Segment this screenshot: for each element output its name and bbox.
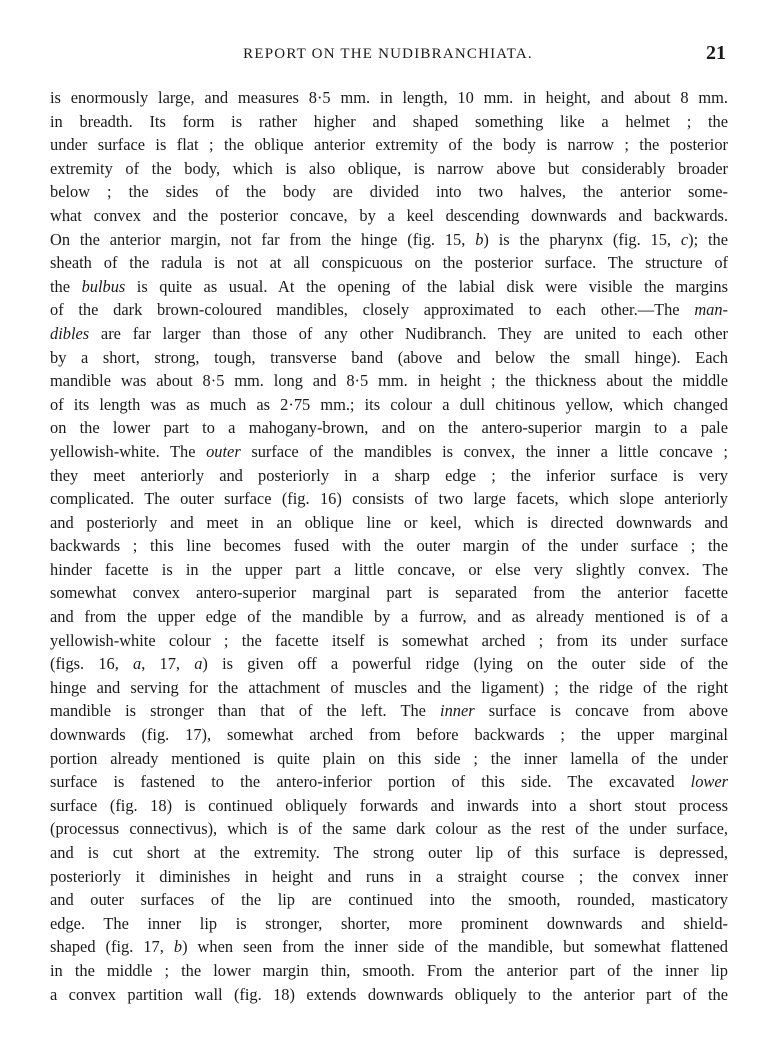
text-run: extremity of the body, which is also oblique, is narrow above but considerably broader (50, 158, 728, 178)
text-line (50, 558, 728, 582)
italic-run: c (680, 229, 689, 249)
text-run: surface is fastened to the antero-inferior portion of this side. The excavated (50, 772, 691, 792)
text-line (50, 699, 728, 723)
italic-run: b (173, 937, 183, 957)
text-run: ) is given off a powerful ridge (lying on the outer side of the (202, 654, 728, 674)
text-line (50, 581, 728, 605)
text-run: is quite as usual. At the opening of the labial disk were visible the margins (125, 276, 728, 296)
text-run: and outer surfaces of the lip are continued into the smooth, rounded, masticatory (50, 890, 728, 910)
italic-run: man- (694, 300, 728, 320)
italic-run: dibles (50, 323, 90, 343)
text-line (50, 983, 728, 1007)
text-run: on the lower part to a mahogany-brown, and on the antero-superior margin to a pale (50, 418, 728, 438)
text-line (50, 629, 728, 653)
text-line (50, 133, 728, 157)
text-run: in the middle ; the lower margin thin, smooth. From the anterior part of the inner lip (50, 960, 728, 980)
text-run: yellowish-white. The (50, 441, 207, 461)
text-line (50, 817, 728, 841)
text-line (50, 204, 728, 228)
text-run: posteriorly it diminishes in height and runs in a straight course ; the convex inner (50, 866, 728, 886)
text-line (50, 888, 728, 912)
text-line (50, 416, 728, 440)
text-line (50, 275, 728, 299)
text-run: surface (fig. 18) is continued obliquely forwards and inwards into a short stout process (50, 795, 728, 815)
text-run: of its length was as much as 2·75 mm.; its colour a dull chitinous yellow, which changed (50, 394, 728, 414)
text-run: are far larger than those of any other Nudibranch. They are united to each other (89, 323, 728, 343)
text-run: in breadth. Its form is rather higher and shaped something like a helmet ; the (50, 111, 728, 131)
text-run: , 17, (141, 654, 195, 674)
text-run: of the dark brown-coloured mandibles, closely approximated to each other.—The (50, 300, 695, 320)
text-run: they meet anteriorly and posteriorly in a sharp edge ; the inferior surface is very (50, 465, 728, 485)
text-line (50, 298, 728, 322)
text-run: On the anterior margin, not far from the hinge (fig. 15, (50, 229, 476, 249)
text-line (50, 369, 728, 393)
text-run: hinder facette is in the upper part a little concave, or else very slightly convex. The (50, 559, 728, 579)
text-line (50, 228, 728, 252)
text-line (50, 959, 728, 983)
text-run: surface of the mandibles is convex, the inner a little concave ; (240, 441, 728, 461)
running-title: REPORT ON THE NUDIBRANCHIATA. (243, 46, 533, 62)
text-line (50, 676, 728, 700)
text-run: and is cut short at the extremity. The strong outer lip of this surface is depressed, (50, 843, 728, 862)
text-line (50, 605, 728, 629)
text-run: edge. The inner lip is stronger, shorter, more prominent downwards and shield- (50, 913, 728, 933)
text-run: mandible was about 8·5 mm. long and 8·5 mm. in height ; the thickness about the middle (50, 371, 728, 391)
text-run: what convex and the posterior concave, by a keel descending downwards and backwards. (50, 205, 728, 225)
italic-run: bulbus (81, 276, 126, 296)
text-line (50, 511, 728, 535)
text-line (50, 534, 728, 558)
text-run: backwards ; this line becomes fused with the outer margin of the under surface ; the (50, 536, 728, 556)
text-line (50, 157, 728, 181)
text-run: hinge and serving for the attachment of muscles and the ligament) ; the ridge of the right (50, 677, 728, 697)
text-run: sheath of the radula is not at all conspicuous on the posterior surface. The structure of (50, 253, 728, 273)
text-line (50, 440, 728, 464)
text-run: and posteriorly and meet in an oblique line or keel, which is directed downwards and (50, 512, 728, 532)
text-line (50, 322, 728, 346)
text-run: surface is concave from above (474, 701, 728, 721)
italic-run: b (475, 229, 484, 249)
text-line (50, 747, 728, 771)
text-run: complicated. The outer surface (fig. 16) consists of two large facets, which slope anteriorly (50, 489, 728, 509)
text-line (50, 841, 728, 865)
italic-run: a (194, 654, 203, 674)
text-run: portion already mentioned is quite plain on this side ; the inner lamella of the under (50, 748, 728, 768)
text-run: below ; the sides of the body are divided into two halves, the anterior some- (50, 182, 728, 202)
text-run: a convex partition wall (fig. 18) extends downwards obliquely to the anterior part of the (50, 984, 728, 1004)
text-line (50, 464, 728, 488)
text-run: (figs. 16, (50, 654, 134, 674)
page-number: 21 (706, 42, 726, 64)
text-run: and from the upper edge of the mandible by a furrow, and as already mentioned is of a (50, 607, 728, 627)
text-line (50, 865, 728, 889)
text-run: under surface is flat ; the oblique anterior extremity of the body is narrow ; the posterior (50, 135, 728, 155)
text-line (50, 770, 728, 794)
text-line (50, 251, 728, 275)
text-line (50, 794, 728, 818)
text-line (50, 487, 728, 511)
text-line (50, 935, 728, 959)
text-line (50, 86, 728, 110)
italic-run: inner (440, 701, 475, 721)
running-head (0, 42, 776, 70)
text-run: by a short, strong, tough, transverse band (above and below the small hinge). Each (50, 347, 728, 367)
text-run: is enormously large, and measures 8·5 mm. in length, 10 mm. in height, and about 8 mm. (50, 88, 728, 107)
text-run: ) when seen from the inner side of the mandible, but somewhat flattened (182, 937, 728, 957)
text-run: somewhat convex antero-superior marginal part is separated from the anterior facette (50, 583, 728, 603)
italic-run: lower (690, 772, 728, 792)
text-run: shaped (fig. 17, (50, 937, 174, 957)
text-run: downwards (fig. 17), somewhat arched from before backwards ; the upper marginal (50, 725, 728, 745)
body-text (50, 86, 728, 1006)
text-run: the (50, 276, 82, 296)
text-run: mandible is stronger than that of the left. The (50, 701, 441, 721)
text-line (50, 393, 728, 417)
italic-run: a (133, 654, 142, 674)
italic-run: outer (206, 441, 241, 461)
text-line (50, 652, 728, 676)
text-run: ) is the pharynx (fig. 15, (483, 229, 681, 249)
text-line (50, 723, 728, 747)
text-run: ); the (688, 229, 728, 249)
text-line (50, 110, 728, 134)
text-run: (processus connectivus), which is of the same dark colour as the rest of the under surface, (50, 819, 728, 839)
text-line (50, 180, 728, 204)
text-line (50, 912, 728, 936)
text-line (50, 346, 728, 370)
text-run: yellowish-white colour ; the facette itself is somewhat arched ; from its under surface (50, 630, 728, 650)
